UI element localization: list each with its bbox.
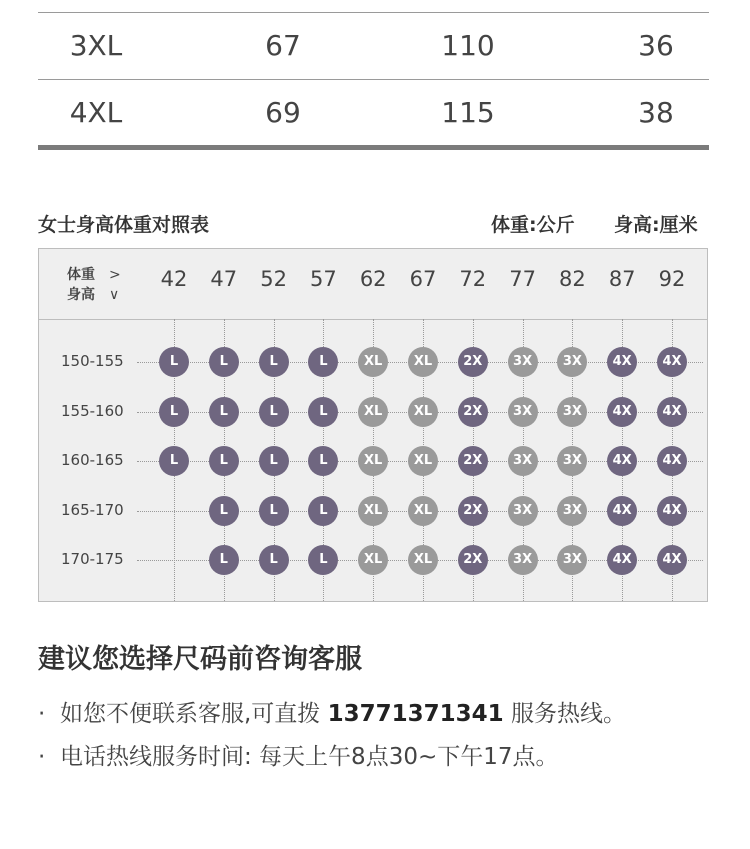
- table-row: [38, 13, 709, 79]
- size-marker: L: [308, 446, 338, 476]
- size-marker: 3X: [557, 496, 587, 526]
- size-marker: XL: [358, 397, 388, 427]
- size-marker: L: [308, 397, 338, 427]
- size-marker: 3X: [557, 446, 587, 476]
- size-marker: 2X: [458, 446, 488, 476]
- size-marker: L: [159, 347, 189, 377]
- size-marker: 4X: [607, 446, 637, 476]
- size-marker: 4X: [607, 347, 637, 377]
- hours-line: [38, 738, 559, 771]
- chart-title: 女士身高体重对照表: [38, 214, 210, 236]
- table-row: [38, 80, 709, 146]
- weight-column-label: 87: [608, 267, 636, 291]
- size-marker: L: [259, 496, 289, 526]
- size-marker: L: [259, 446, 289, 476]
- value-cell: 69: [265, 96, 301, 129]
- height-unit-label: 身高:厘米: [614, 214, 698, 236]
- table-bottom-border: [38, 145, 709, 150]
- size-marker: 2X: [458, 545, 488, 575]
- size-marker: 3X: [508, 545, 538, 575]
- size-marker: L: [159, 397, 189, 427]
- weight-column-label: 77: [509, 267, 536, 291]
- bullet: ·: [38, 701, 46, 727]
- bullet: ·: [38, 744, 46, 770]
- axis-corner: [67, 265, 121, 305]
- size-marker: XL: [358, 446, 388, 476]
- size-marker: 3X: [508, 397, 538, 427]
- size-marker: XL: [408, 446, 438, 476]
- size-marker: 3X: [508, 347, 538, 377]
- size-marker: XL: [408, 545, 438, 575]
- size-marker: 4X: [657, 446, 687, 476]
- value-cell: 110: [441, 29, 495, 62]
- size-marker: 4X: [607, 397, 637, 427]
- size-marker: 4X: [657, 545, 687, 575]
- chevron-right-icon: >: [109, 267, 121, 283]
- weight-column-label: 52: [260, 267, 287, 291]
- weight-unit-label: 体重:公斤: [491, 214, 575, 236]
- advice-title: 建议您选择尺码前咨询客服: [38, 644, 362, 675]
- size-marker: XL: [358, 545, 388, 575]
- value-cell: 115: [441, 96, 495, 129]
- weight-column-label: 72: [459, 267, 487, 291]
- size-marker: L: [159, 446, 189, 476]
- height-row-label: 165-170: [61, 500, 124, 519]
- size-marker: 2X: [458, 397, 488, 427]
- hours-text: 电话热线服务时间: 每天上午8点30~下午17点。: [60, 744, 559, 770]
- size-table: [38, 0, 709, 150]
- weight-column-label: 92: [658, 267, 686, 291]
- size-marker: L: [308, 545, 338, 575]
- size-marker: L: [209, 545, 239, 575]
- size-marker: L: [209, 496, 239, 526]
- chevron-down-icon: ∨: [109, 287, 120, 303]
- weight-column-label: 42: [160, 267, 188, 291]
- height-row-label: 160-165: [61, 451, 124, 469]
- height-row-label: 155-160: [61, 401, 124, 420]
- value-cell: 38: [638, 96, 674, 129]
- size-marker: XL: [408, 496, 438, 526]
- size-marker: L: [209, 347, 239, 377]
- weight-column-label: 62: [359, 267, 387, 291]
- size-marker: L: [209, 397, 239, 427]
- value-cell: 36: [638, 29, 674, 62]
- size-marker: L: [259, 397, 289, 427]
- contact-text-suffix: 服务热线。: [503, 701, 626, 727]
- size-marker: 4X: [657, 347, 687, 377]
- weight-axis-label: 体重: [67, 267, 95, 283]
- height-row-label: 150-155: [61, 352, 124, 370]
- size-marker: 4X: [607, 496, 637, 526]
- size-cell: 3XL: [69, 29, 123, 62]
- size-marker: 3X: [557, 347, 587, 377]
- size-cell: 4XL: [69, 96, 123, 129]
- contact-line: [38, 695, 626, 728]
- size-marker: 3X: [508, 496, 538, 526]
- size-marker: 3X: [557, 545, 587, 575]
- size-marker: 2X: [458, 496, 488, 526]
- size-marker: L: [308, 496, 338, 526]
- size-marker: XL: [358, 496, 388, 526]
- size-marker: L: [209, 446, 239, 476]
- height-axis-label: 身高: [67, 287, 95, 303]
- size-marker: XL: [408, 347, 438, 377]
- value-cell: 67: [265, 29, 301, 62]
- size-marker: L: [308, 347, 338, 377]
- size-marker: XL: [358, 347, 388, 377]
- size-marker: XL: [408, 397, 438, 427]
- weight-column-label: 67: [409, 267, 437, 291]
- size-grid: [38, 248, 708, 602]
- size-marker: 4X: [657, 496, 687, 526]
- weight-column-label: 47: [210, 267, 238, 291]
- contact-text: 如您不便联系客服,可直拨: [60, 701, 328, 727]
- size-marker: 4X: [657, 397, 687, 427]
- size-marker: L: [259, 347, 289, 377]
- height-row-label: 170-175: [61, 550, 124, 568]
- size-marker: 3X: [508, 446, 538, 476]
- weight-column-label: 82: [559, 267, 586, 291]
- size-marker: L: [259, 545, 289, 575]
- size-marker: 3X: [557, 397, 587, 427]
- size-marker: 4X: [607, 545, 637, 575]
- weight-column-label: 57: [310, 267, 337, 291]
- size-marker: 2X: [458, 347, 488, 377]
- hotline-number[interactable]: 13771371341: [327, 701, 504, 727]
